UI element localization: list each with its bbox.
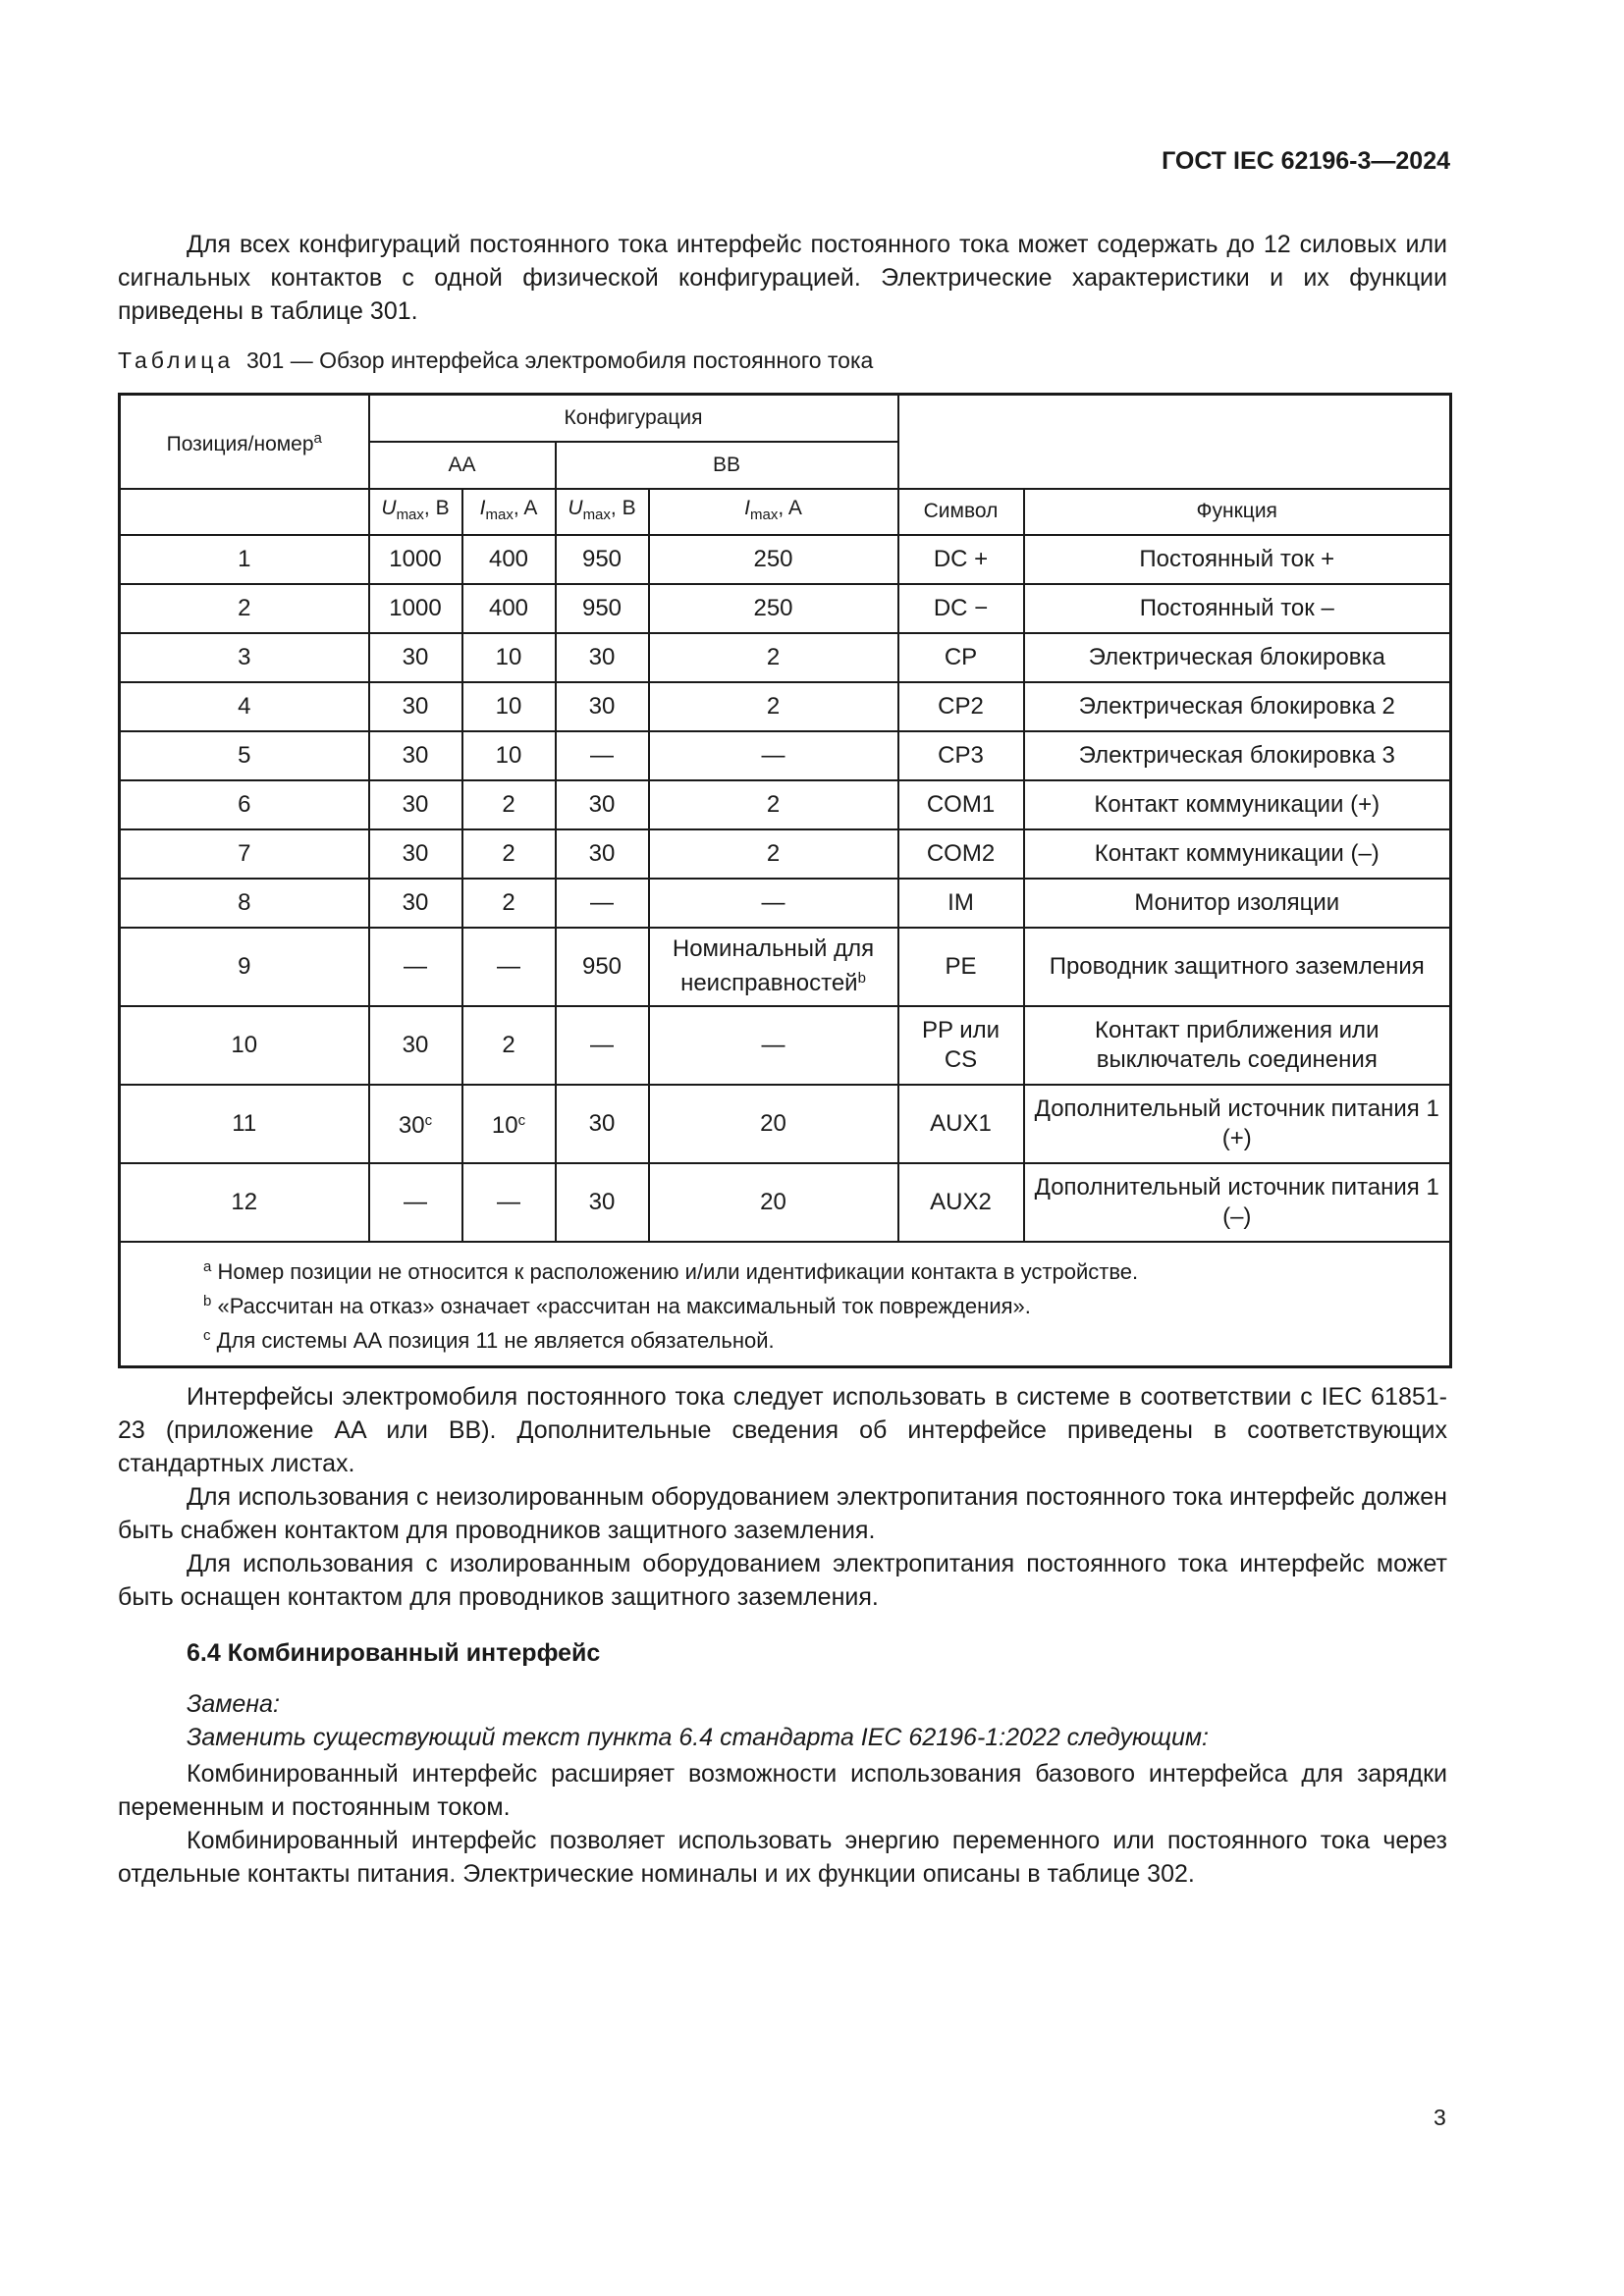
document-code: ГОСТ IEC 62196-3—2024: [1162, 147, 1450, 175]
table-row: 2 1000 400 950 250 DC − Постоянный ток –: [120, 584, 1451, 633]
page-number: 3: [1434, 2105, 1446, 2130]
header-bb-i: $I_{max}$, A: [649, 489, 898, 535]
footnote-c: $^c$ Для системы АА позиция 11 не является обязательной.: [203, 1326, 775, 1353]
header-position: Позиция/номер$^a$: [120, 395, 369, 489]
table-footnotes: [120, 1242, 1451, 1367]
header-units-row: [120, 489, 1451, 535]
section-paragraph-2: Комбинированный интерфейс позволяет использовать энергию переменного или постоянного тока через отдельные контакты питания. Электрические номиналы и их функции описаны в таблице 302.: [118, 1827, 1447, 1888]
body-paragraph-1: Интерфейсы электромобиля постоянного тока следует использовать в системе в соответствии с IEC 61851-23 (приложение AA или BB). Дополнительные сведения об интерфейсе приведены в соответствующих стандартных листах.: [118, 1383, 1447, 1477]
footnote-a: $^a$ Номер позиции не относится к расположению и/или идентификации контакта в устройстве.: [203, 1257, 1139, 1284]
header-aa-i: $I_{max}$, A: [462, 489, 556, 535]
table-row: 8 30 2 — — IM Монитор изоляции: [120, 879, 1451, 928]
body-paragraph-3: Для использования с изолированным оборудованием электропитания постоянного тока интерфейс может быть оснащен контактом для проводников защитного заземления.: [118, 1550, 1447, 1611]
header-aa: AA: [369, 442, 556, 489]
table-footnotes-row: [120, 1242, 1451, 1367]
table-caption-prefix: Таблица: [118, 347, 235, 373]
table-caption-text: 301 — Обзор интерфейса электромобиля постоянного тока: [245, 347, 874, 373]
replace-label: Замена:: [187, 1690, 280, 1718]
replace-instruction: Заменить существующий текст пункта 6.4 стандарта IEC 62196-1:2022 следующим:: [187, 1724, 1210, 1751]
section-paragraph-1: Комбинированный интерфейс расширяет возможности использования базового интерфейса для зарядки переменным и постоянным током.: [118, 1760, 1447, 1821]
header-position-spacer: [120, 489, 369, 535]
table-row: 3 30 10 30 2 CP Электрическая блокировка: [120, 633, 1451, 682]
body-paragraph-2: Для использования с неизолированным оборудованием электропитания постоянного тока интерфейс должен быть снабжен контактом для проводников защитного заземления.: [118, 1483, 1447, 1544]
section-heading: 6.4 Комбинированный интерфейс: [187, 1639, 601, 1667]
table-caption: [118, 347, 873, 374]
header-aa-u: $U_{max}$, B: [369, 489, 462, 535]
interface-table: [118, 393, 1452, 1368]
header-configuration: Конфигурация: [369, 395, 898, 442]
table-row: 6 30 2 30 2 COM1 Контакт коммуникации (+): [120, 780, 1451, 829]
footnote-b: $^b$ «Рассчитан на отказ» означает «рассчитан на максимальный ток повреждения».: [203, 1292, 1031, 1318]
header-blank: [898, 395, 1451, 489]
header-function: Функция: [1024, 489, 1451, 535]
table-row: 10 30 2 — — PP или CS Контакт приближения или выключатель соединения: [120, 1006, 1451, 1085]
table-row: 7 30 2 30 2 COM2 Контакт коммуникации (–): [120, 829, 1451, 879]
table-row: 12 — — 30 20 AUX2 Дополнительный источник питания 1 (–): [120, 1163, 1451, 1242]
header-bb-u: $U_{max}$, B: [556, 489, 649, 535]
table-row: 1 1000 400 950 250 DC + Постоянный ток +: [120, 535, 1451, 584]
table-row: 11 30$^c$ 10$^c$ 30 20 AUX1 Дополнительный источник питания 1 (+): [120, 1085, 1451, 1163]
table-row: 5 30 10 — — CP3 Электрическая блокировка 3: [120, 731, 1451, 780]
table-row: 9 — — 950 Номинальный для неисправностей$^b$ PE Проводник защитного заземления: [120, 928, 1451, 1006]
header-symbol: Символ: [898, 489, 1024, 535]
header-bb: BB: [556, 442, 898, 489]
intro-paragraph: Для всех конфигураций постоянного тока интерфейс постоянного тока может содержать до 12 силовых или сигнальных контактов с одной физической конфигурацией. Электрические характеристики и их функции приведены в таблице 301.: [118, 231, 1447, 325]
table-row: 4 30 10 30 2 CP2 Электрическая блокировка 2: [120, 682, 1451, 731]
